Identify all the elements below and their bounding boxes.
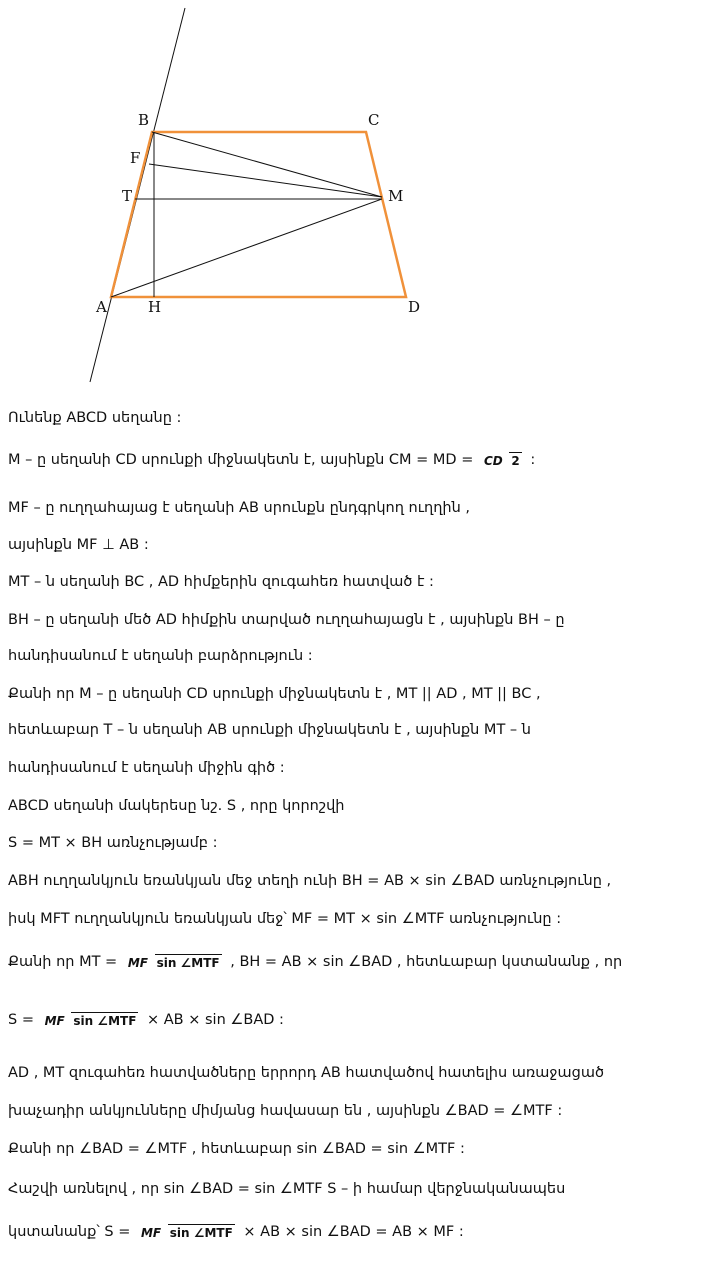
fraction-numerator: MF [127, 955, 148, 970]
text-line-2 [8, 450, 700, 470]
text-line-2b: : [530, 452, 536, 468]
trapezoid-abcd [111, 132, 406, 297]
label-b: B [138, 111, 150, 129]
text-line-2a: M – ը սեղանի CD սրունքի միջնակետն է, այսինքն CM = MD = [8, 452, 474, 468]
text-line-14: իսկ MFT ուղղանկյուն եռանկյան մեջ՝ MF = MT × sin ∠MTF առնչությունը : [8, 911, 562, 927]
text-line-16a: S = [8, 1012, 34, 1028]
fraction-numerator: MF [44, 1013, 65, 1028]
fraction-mf-sin-mtf [139, 1224, 235, 1241]
text-line-5: MT – ն սեղանի BC , AD հիմքերին զուգահեռ հատված է : [8, 574, 434, 590]
fraction-mf-sin-mtf [126, 954, 222, 971]
text-line-10: հանդիսանում է սեղանի միջին գիծ : [8, 760, 285, 776]
fraction-cd-2 [482, 452, 522, 469]
trapezoid-figure [0, 0, 708, 390]
label-a: A [96, 298, 107, 316]
fraction-numerator: CD [483, 453, 503, 468]
text-line-13: ABH ուղղանկյուն եռանկյան մեջ տեղի ունի BH = AB × sin ∠BAD առնչությունը , [8, 873, 612, 889]
segment-fm [149, 164, 382, 197]
fraction-denominator: 2 [511, 453, 520, 468]
text-line-7: հանդիսանում է սեղանի բարձրություն : [8, 648, 313, 664]
text-line-4: այսինքն MF ⊥ AB : [8, 537, 149, 553]
text-line-21 [8, 1222, 700, 1242]
segment-am [111, 199, 382, 297]
label-c: C [368, 111, 380, 129]
label-h: H [148, 298, 162, 316]
fraction-numerator: MF [140, 1225, 162, 1240]
text-line-15 [8, 952, 700, 972]
text-line-9: հետևաբար T – ն սեղանի AB սրունքի միջնակետն է , այսինքն MT – ն [8, 722, 531, 738]
text-line-11: ABCD սեղանի մակերեսը նշ. S , որը կորոշվի [8, 798, 345, 814]
fraction-mf-sin-mtf [43, 1012, 139, 1029]
fraction-denominator: sin ∠MTF [169, 1225, 233, 1240]
fraction-denominator: sin ∠MTF [156, 955, 220, 970]
text-line-21b: × AB × sin ∠BAD = AB × MF : [243, 1224, 464, 1240]
fraction-denominator: sin ∠MTF [73, 1013, 137, 1028]
text-line-15a: Քանի որ MT = [8, 954, 118, 970]
text-line-8: Քանի որ M – ը սեղանի CD սրունքի միջնակետն է , MT || AD , MT || BC , [8, 686, 541, 702]
text-line-15b: , BH = AB × sin ∠BAD , հետևաբար կստանանք , որ [230, 954, 623, 970]
text-line-6: BH – ը սեղանի մեծ AD հիմքին տարված ուղղահայացն է , այսինքն BH – ը [8, 612, 565, 628]
label-m: M [388, 187, 404, 205]
text-line-3: MF – ը ուղղահայաց է սեղանի AB սրունքն ընդգրկող ուղղին , [8, 500, 471, 516]
text-line-1: Ունենք ABCD սեղանը : [8, 410, 182, 426]
label-t: T [122, 187, 133, 205]
text-line-20: Հաշվի առնելով , որ sin ∠BAD = sin ∠MTF S – ի համար վերջնականապես [8, 1181, 566, 1197]
text-line-16b: × AB × sin ∠BAD : [147, 1012, 284, 1028]
text-line-17: AD , MT զուգահեռ հատվածները երրորդ AB հատվածով հատելիս առաջացած [8, 1065, 604, 1081]
text-line-19: Քանի որ ∠BAD = ∠MTF , հետևաբար sin ∠BAD = sin ∠MTF : [8, 1141, 465, 1157]
label-f: F [130, 149, 141, 167]
text-line-21a: կստանանք՝ S = [8, 1224, 131, 1240]
text-line-18: խաչադիր անկյունները միմյանց հավասար են , այսինքն ∠BAD = ∠MTF : [8, 1103, 563, 1119]
label-d: D [408, 298, 421, 316]
segment-bm [152, 132, 382, 197]
text-line-16 [8, 1010, 700, 1030]
text-line-12: S = MT × BH առնչությամբ : [8, 835, 218, 851]
